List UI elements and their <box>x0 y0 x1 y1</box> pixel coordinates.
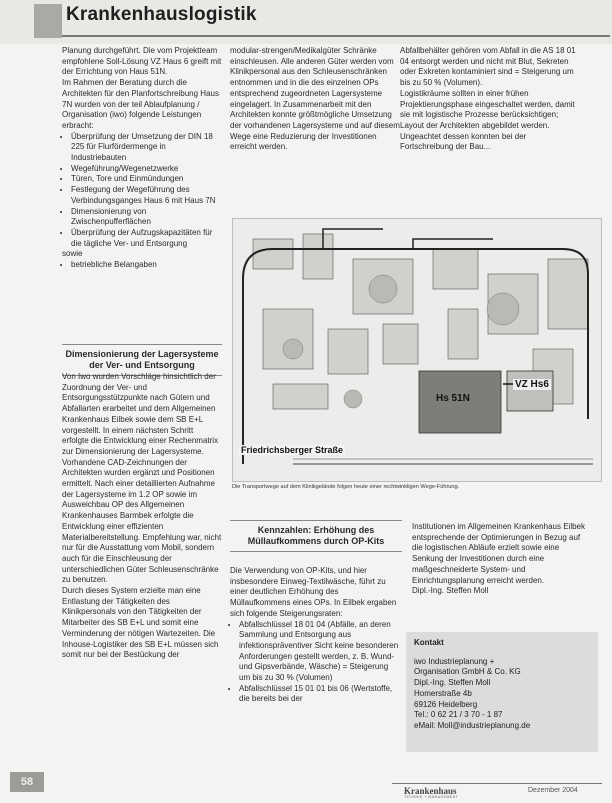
column-3-lower <box>412 522 592 597</box>
map-label-street: Friedrichsberger Straße <box>241 445 344 455</box>
contact-box <box>406 632 598 752</box>
paragraph: sowie <box>62 249 83 259</box>
building-vz-hs6 <box>507 371 553 411</box>
contact-line: Homerstraße 4b <box>414 688 472 698</box>
section-tab <box>34 4 62 38</box>
paragraph: modular-strengen/Medikalgüter Schränke einschleusen. Alle anderen Güter werden vom Klinikpersonal aus den Schleusenschränken entnommen und in die des einzelnen OPs entsprechend zugeordneten Lagersysteme eingelagert. In Zusammenarbeit mit den Architekten konnte größtmögliche Umsetzung der vorhandenen Lagersysteme und auf diesem Wege eine Reduzierung der Investitionen erreicht werden. <box>230 46 400 152</box>
footer-rule <box>392 783 602 784</box>
figure-caption: Die Transportwege auf dem Klinikgelände folgen heute einer rechtwinkligen Wege-Führung. <box>232 484 460 490</box>
contact-email[interactable]: eMail: Moll@industrieplanung.de <box>414 720 531 730</box>
list-item: • Türen, Tore und Einmündungen <box>71 174 222 185</box>
contact-line: iwo Industrieplanung + <box>414 656 495 666</box>
list-item: • Wegeführung/Wegenetzwerke <box>71 164 222 175</box>
paragraph: Im Rahmen der Beratung durch die Architekten für den Planfortschreibung Haus 7N wurden von der teil Ablaufplanung / Organisation (iwo) folgende Leistungen erbracht: <box>62 78 219 130</box>
contact-line: Organisation GmbH & Co. KG <box>414 667 521 677</box>
site-map-drawing <box>233 219 601 481</box>
bullet-list <box>62 260 222 271</box>
section-heading: Kennzahlen: Erhöhung des Müllaufkommens durch OP-Kits <box>230 520 402 552</box>
page-title: Krankenhauslogistik <box>66 4 257 25</box>
page-number: 58 <box>10 772 44 792</box>
list-item: • Abfallschlüssel 18 01 04 (Abfälle, an deren Sammlung und Entsorgung aus infektionspräventiver Sicht keine besonderen Anforderungen gestellt werden, z. B. Wund- und Gipsverbände, Wäsche) = Steigerung um bis zu 30 % (Volumen) <box>239 620 400 684</box>
bullet-list <box>62 132 222 250</box>
column-3 <box>400 46 580 153</box>
list-item: • Festlegung der Wegeführung des Verbindungsganges Haus 6 mit Haus 7N <box>71 185 222 206</box>
list-item: • Überprüfung der Umsetzung der DIN 18 225 für Flurfördermenge in Industriebauten <box>71 132 222 164</box>
map-label-vz-hs6: VZ Hs6 <box>515 379 549 390</box>
column-1 <box>62 46 222 271</box>
map-label-hs51n: Hs 51N <box>436 393 470 404</box>
list-item: • Abfallschlüssel 15 01 01 bis 06 (Wertstoffe, die bereits bei der <box>239 684 400 705</box>
paragraph: Von Iwo wurden Vorschläge hinsichtlich der Zuordnung der Ver- und Entsorgungsstützpunkte nach Gütern und Abfallarten erarbeitet und dem Allgemeinen Krankenhaus Eilbek sowie dem SB E+L vorgestellt. In einem nächsten Schritt erfolgte die Entwicklung einer Rechenmatrix zur Dimensionierung der Lagersysteme. Vorhandene CAD-Zeichnungen der Architekten wurden ergänzt und Positionen ermittelt. Nach einer detaillierten Aufnahme der Lagersysteme im 1.2 OP sowie im Ausweichbau OP des Allgemeinen Krankenhauses Barmbek erfolgte die Entwicklung einer effizienten Materialbereitstellung. Empfehlung war, nicht nur für die Ausstattung vom Mobil, sondern auch für die Einschleusung der unterschiedlichen Güter Schleusenschränke zu benutzen. <box>62 372 222 585</box>
list-item: • Überprüfung der Aufzugskapazitäten für die tägliche Ver- und Entsorgung <box>71 228 222 249</box>
site-map-figure <box>232 218 602 482</box>
contact-title: Kontakt <box>414 638 444 647</box>
magazine-logo: Krankenhaus <box>404 786 457 796</box>
column-2 <box>230 46 400 153</box>
list-item: • betriebliche Belangaben <box>71 260 222 271</box>
magazine-logo-subtitle: TECHNIK + MANAGEMENT <box>404 795 459 799</box>
contact-line: Tel.: 0 62 21 / 3 70 - 1 87 <box>414 710 503 720</box>
contact-line: Dipl.-Ing. Steffen Moll <box>414 678 491 688</box>
column-2-lower <box>230 566 400 705</box>
paragraph: Durch dieses System erzielte man eine Entlastung der Tätigkeiten des Klinikpersonals von den Tätigkeiten der Mitarbeiter des SB E+L und somit eine Verminderung der nötigen Wartezeiten. Die Inhouse-Logistiker des SB E+L müssen sich somit nur bei der Bestückung der <box>62 586 219 660</box>
paragraph: Abfallbehälter gehören vom Abfall in die AS 18 01 04 entsorgt werden und nicht mit Blut, Sekreten oder Exkreten kontaminiert sind = Steigerung um bis zu 50 % (Volumen). <box>400 46 576 88</box>
issue-date: Dezember 2004 <box>528 787 578 794</box>
paragraph: Institutionen im Allgemeinen Krankenhaus Eilbek entsprechende der Optimierungen in Bezug auf die logistischen Abläufe erzielt sowie eine Senkung der Investitionen durch eine maßgeschneiderte System- und Einrichtungsplanung erreicht werden. <box>412 522 585 585</box>
paragraph: Planung durchgeführt. Die vom Projektteam empfohlene Soll-Lösung VZ Haus 6 greift mit der Errichtung von Haus 51N. <box>62 46 222 77</box>
paragraph: Die Verwendung von OP-Kits, und hier insbesondere Einweg-Textilwäsche, führt zu einer deutlichen Erhöhung des Müllaufkommens eines OPs. In Eilbek ergaben sich folgende Steigerungsraten: <box>230 566 397 618</box>
header-rule <box>62 35 610 37</box>
bullet-list <box>230 620 400 706</box>
paragraph: Logistikräume sollten in einer frühen Projektierungsphase eingeschaltet werden, damit sie mit logistische Prozesse berücksichtigen; Layout der Architekten abgebildet werden. Ungeachtet dessen konnten bei der Fortschreibung der Bau... <box>400 88 575 152</box>
section-heading: Dimensionierung der Lagersysteme der Ver- und Entsorgung <box>62 344 222 376</box>
column-1-lower <box>62 372 222 661</box>
list-item: • Dimensionierung von Zwischenpufferflächen <box>71 207 222 228</box>
author-line: Dipl.-Ing. Steffen Moll <box>412 586 489 596</box>
contact-line: 69126 Heidelberg <box>414 699 478 709</box>
